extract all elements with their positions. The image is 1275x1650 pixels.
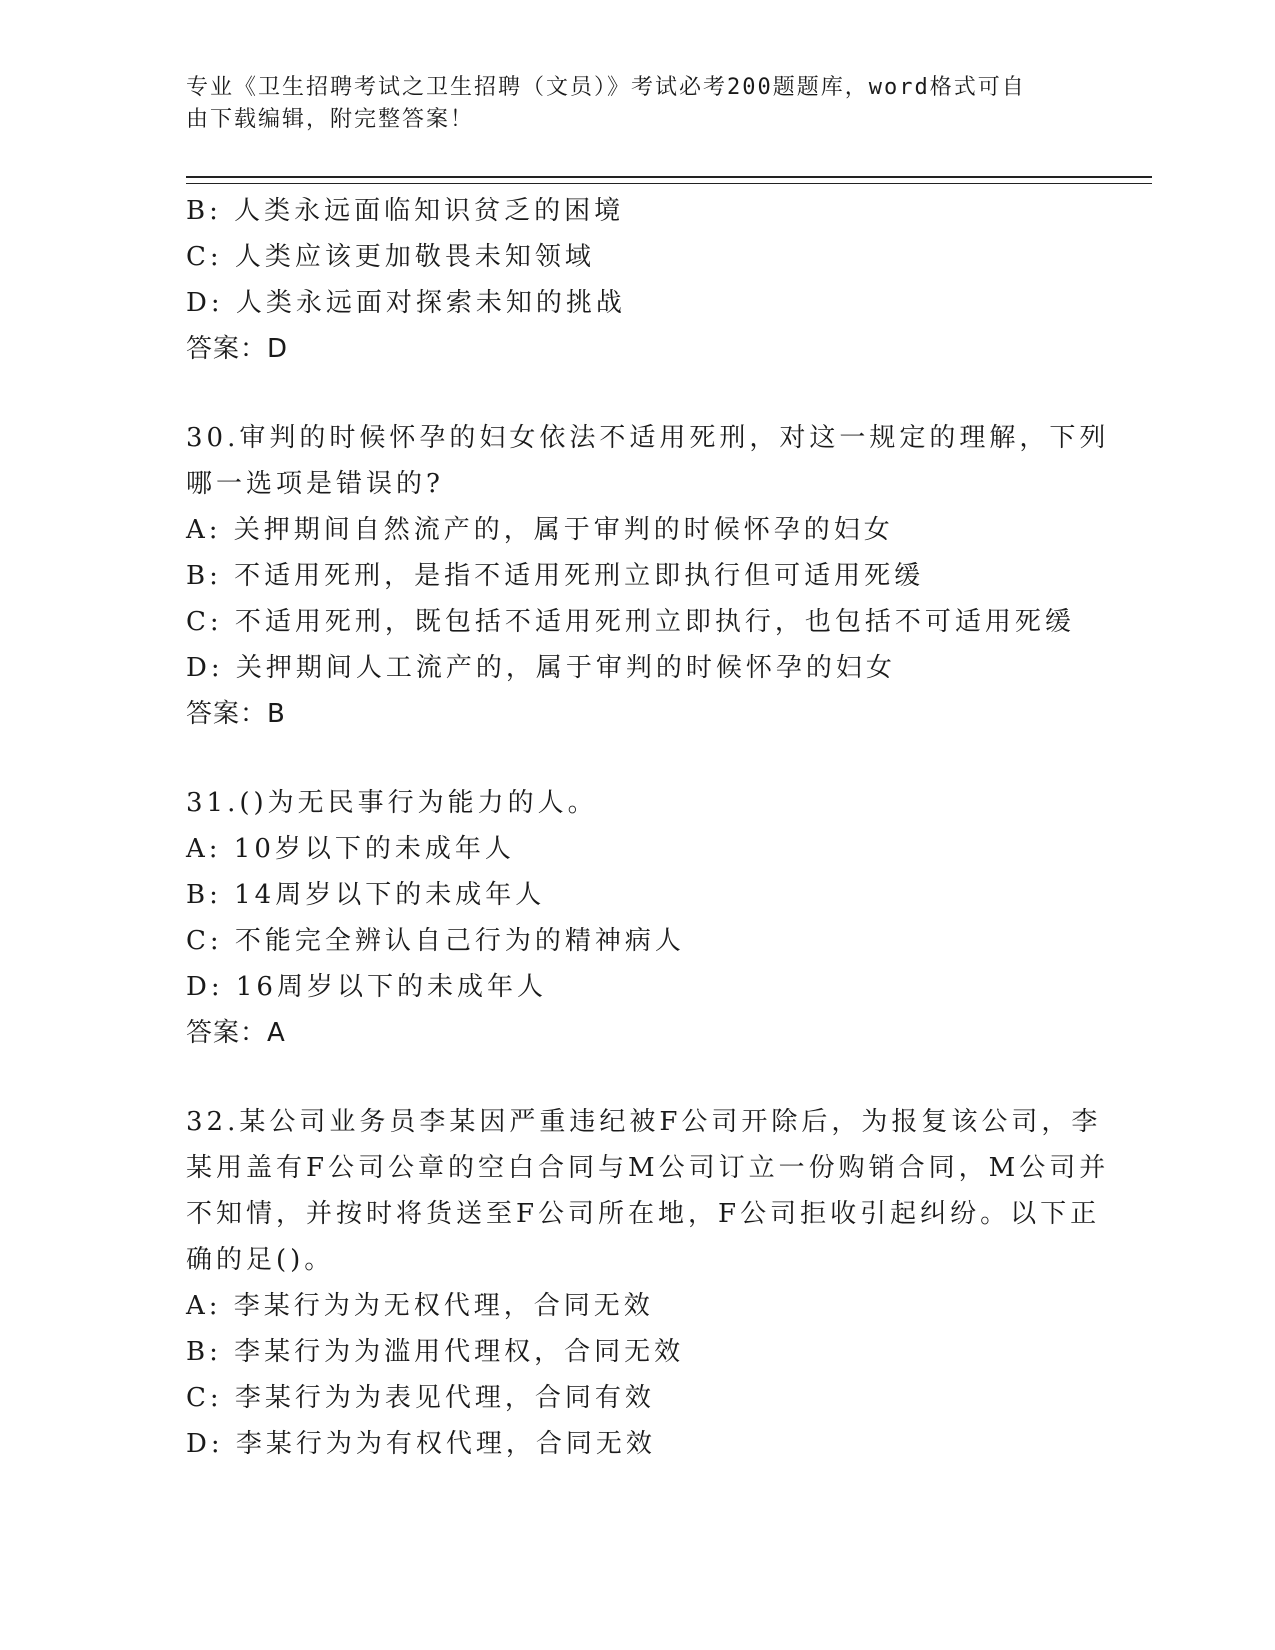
- question-stem-line: 确的足()。: [186, 1245, 335, 1275]
- option-a: A: 关押期间自然流产的，属于审判的时候怀孕的妇女: [186, 515, 894, 545]
- question-gap: [186, 1056, 1086, 1099]
- option-b: B: 不适用死刑，是指不适用死刑立即执行但可适用死缓: [186, 561, 925, 591]
- question-stem-line: 30.审判的时候怀孕的妇女依法不适用死刑，对这一规定的理解，下列: [186, 423, 1110, 453]
- header-line-1: 专业《卫生招聘考试之卫生招聘（文员）》考试必考200题题库，word格式可自: [186, 75, 1026, 100]
- document-header: [186, 72, 1066, 136]
- option-a: A: 10岁以下的未成年人: [186, 834, 515, 864]
- question-stem-line: 不知情，并按时将货送至F公司所在地，F公司拒收引起纠纷。以下正: [186, 1199, 1101, 1229]
- header-rule-thick: [186, 176, 1152, 178]
- option-c: C: 李某行为为表见代理，合同有效: [186, 1383, 655, 1413]
- option-c: C: 不能完全辨认自己行为的精神病人: [186, 926, 685, 956]
- option-d: D: 人类永远面对探索未知的挑战: [186, 288, 626, 318]
- question-stem-line: 31.()为无民事行为能力的人。: [186, 788, 598, 818]
- option-d: D: 16周岁以下的未成年人: [186, 972, 547, 1002]
- question-stem-line: 32.某公司业务员李某因严重违纪被F公司开除后，为报复该公司，李: [186, 1107, 1102, 1137]
- question-29: [186, 188, 1086, 372]
- question-32: [186, 1099, 1110, 1467]
- answer-line: 答案：B: [186, 699, 286, 729]
- header-line-2: 由下载编辑，附完整答案！: [186, 107, 475, 132]
- option-b: B: 人类永远面临知识贫乏的困境: [186, 196, 625, 226]
- option-d: D: 关押期间人工流产的，属于审判的时候怀孕的妇女: [186, 653, 896, 683]
- answer-line: 答案：A: [186, 1018, 286, 1048]
- option-b: B: 李某行为为滥用代理权，合同无效: [186, 1337, 685, 1367]
- question-gap: [186, 737, 1086, 780]
- question-stem-line: 某用盖有F公司公章的空白合同与M公司订立一份购销合同，M公司并: [186, 1153, 1110, 1183]
- header-rule-thin: [186, 183, 1152, 184]
- question-31: [186, 780, 1086, 1056]
- option-c: C: 人类应该更加敬畏未知领域: [186, 242, 595, 272]
- answer-line: 答案：D: [186, 334, 289, 364]
- question-stem-line: 哪一选项是错误的?: [186, 469, 444, 499]
- option-b: B: 14周岁以下的未成年人: [186, 880, 546, 910]
- question-list: [186, 188, 1110, 1467]
- question-gap: [186, 372, 1086, 415]
- option-a: A: 李某行为为无权代理，合同无效: [186, 1291, 654, 1321]
- option-d: D: 李某行为为有权代理，合同无效: [186, 1429, 656, 1459]
- question-30: [186, 415, 1110, 737]
- option-c: C: 不适用死刑，既包括不适用死刑立即执行，也包括不可适用死缓: [186, 607, 1075, 637]
